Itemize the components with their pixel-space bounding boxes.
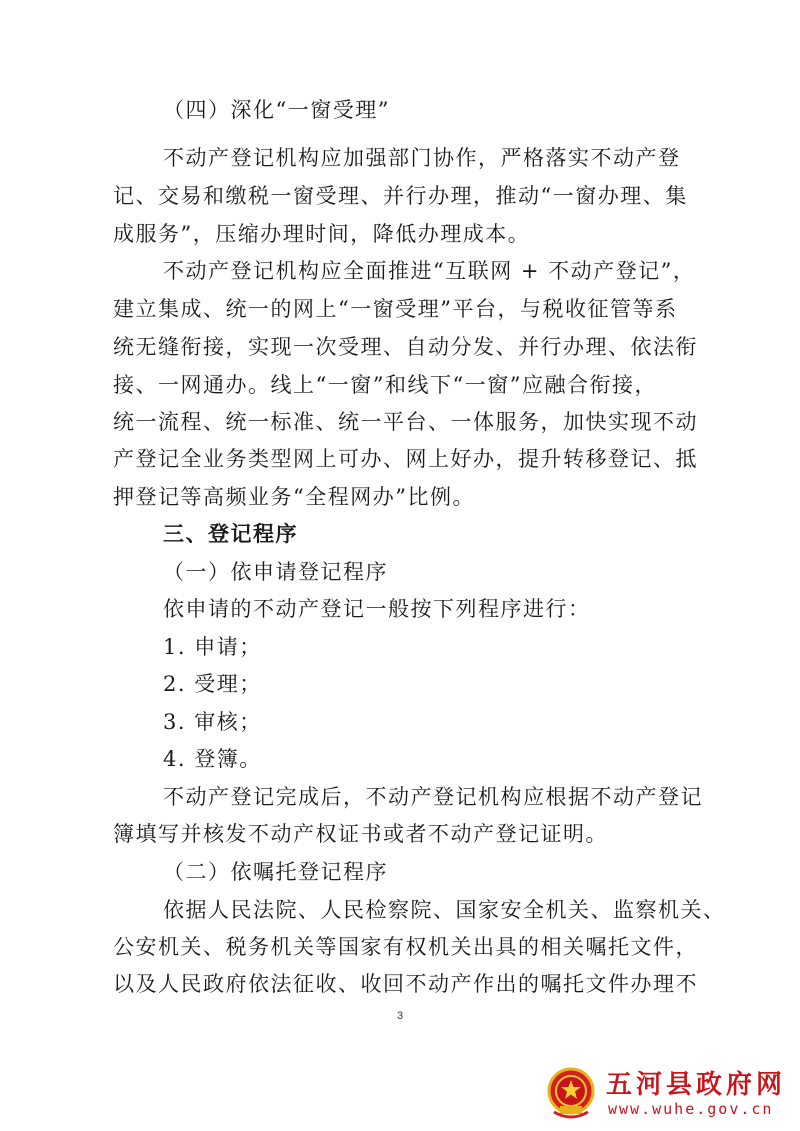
paragraph-line: 公安机关、税务机关等国家有权机关出具的相关嘱托文件， [113, 935, 698, 959]
paragraph-line: 依申请的不动产登记一般按下列程序进行： [163, 597, 591, 621]
paragraph-line: 簿填写并核发不动产权证书或者不动产登记证明。 [113, 822, 608, 846]
list-item: 4. 登簿。 [163, 747, 262, 771]
list-item: 3. 审核； [163, 710, 262, 734]
site-url[interactable]: www.wuhe.gov.cn [608, 1100, 774, 1118]
paragraph-line: 以及人民政府依法征收、收回不动产作出的嘱托文件办理不 [113, 972, 698, 996]
list-item: 1. 申请； [163, 635, 262, 659]
page-number: 3 [396, 1010, 404, 1022]
national-emblem-icon [546, 1066, 596, 1120]
paragraph-line: 统无缝衔接，实现一次受理、自动分发、并行办理、依法衔 [113, 335, 698, 359]
site-watermark[interactable] [540, 1062, 787, 1124]
paragraph-line: 接、一网通办。线上“一窗”和线下“一窗”应融合衔接， [113, 373, 657, 397]
paragraph-line: 成服务”，压缩办理时间，降低办理成本。 [113, 222, 531, 246]
section-heading: （四）深化“一窗受理” [163, 98, 390, 122]
paragraph-line: 建立集成、统一的网上“一窗受理”平台，与税收征管等系 [113, 297, 678, 321]
section-heading: （一）依申请登记程序 [163, 560, 388, 584]
paragraph-line: 统一流程、统一标准、统一平台、一体服务，加快实现不动 [113, 410, 698, 434]
paragraph-line: 记、交易和缴税一窗受理、并行办理，推动“一窗办理、集 [113, 184, 688, 208]
paragraph-line: 不动产登记完成后，不动产登记机构应根据不动产登记 [163, 785, 703, 809]
chapter-heading: 三、登记程序 [163, 522, 298, 546]
paragraph-line: 押登记等高频业务“全程网办”比例。 [113, 485, 475, 509]
paragraph-line: 依据人民法院、人民检察院、国家安全机关、监察机关、 [163, 898, 726, 922]
site-name: 五河县政府网 [606, 1070, 787, 1100]
section-heading: （二）依嘱托登记程序 [163, 860, 388, 884]
paragraph-line: 不动产登记机构应全面推进“互联网 + 不动产登记”， [163, 259, 696, 283]
list-item: 2. 受理； [163, 672, 262, 696]
paragraph-line: 不动产登记机构应加强部门协作，严格落实不动产登 [163, 146, 681, 170]
paragraph-line: 产登记全业务类型网上可办、网上好办，提升转移登记、抵 [113, 447, 698, 471]
